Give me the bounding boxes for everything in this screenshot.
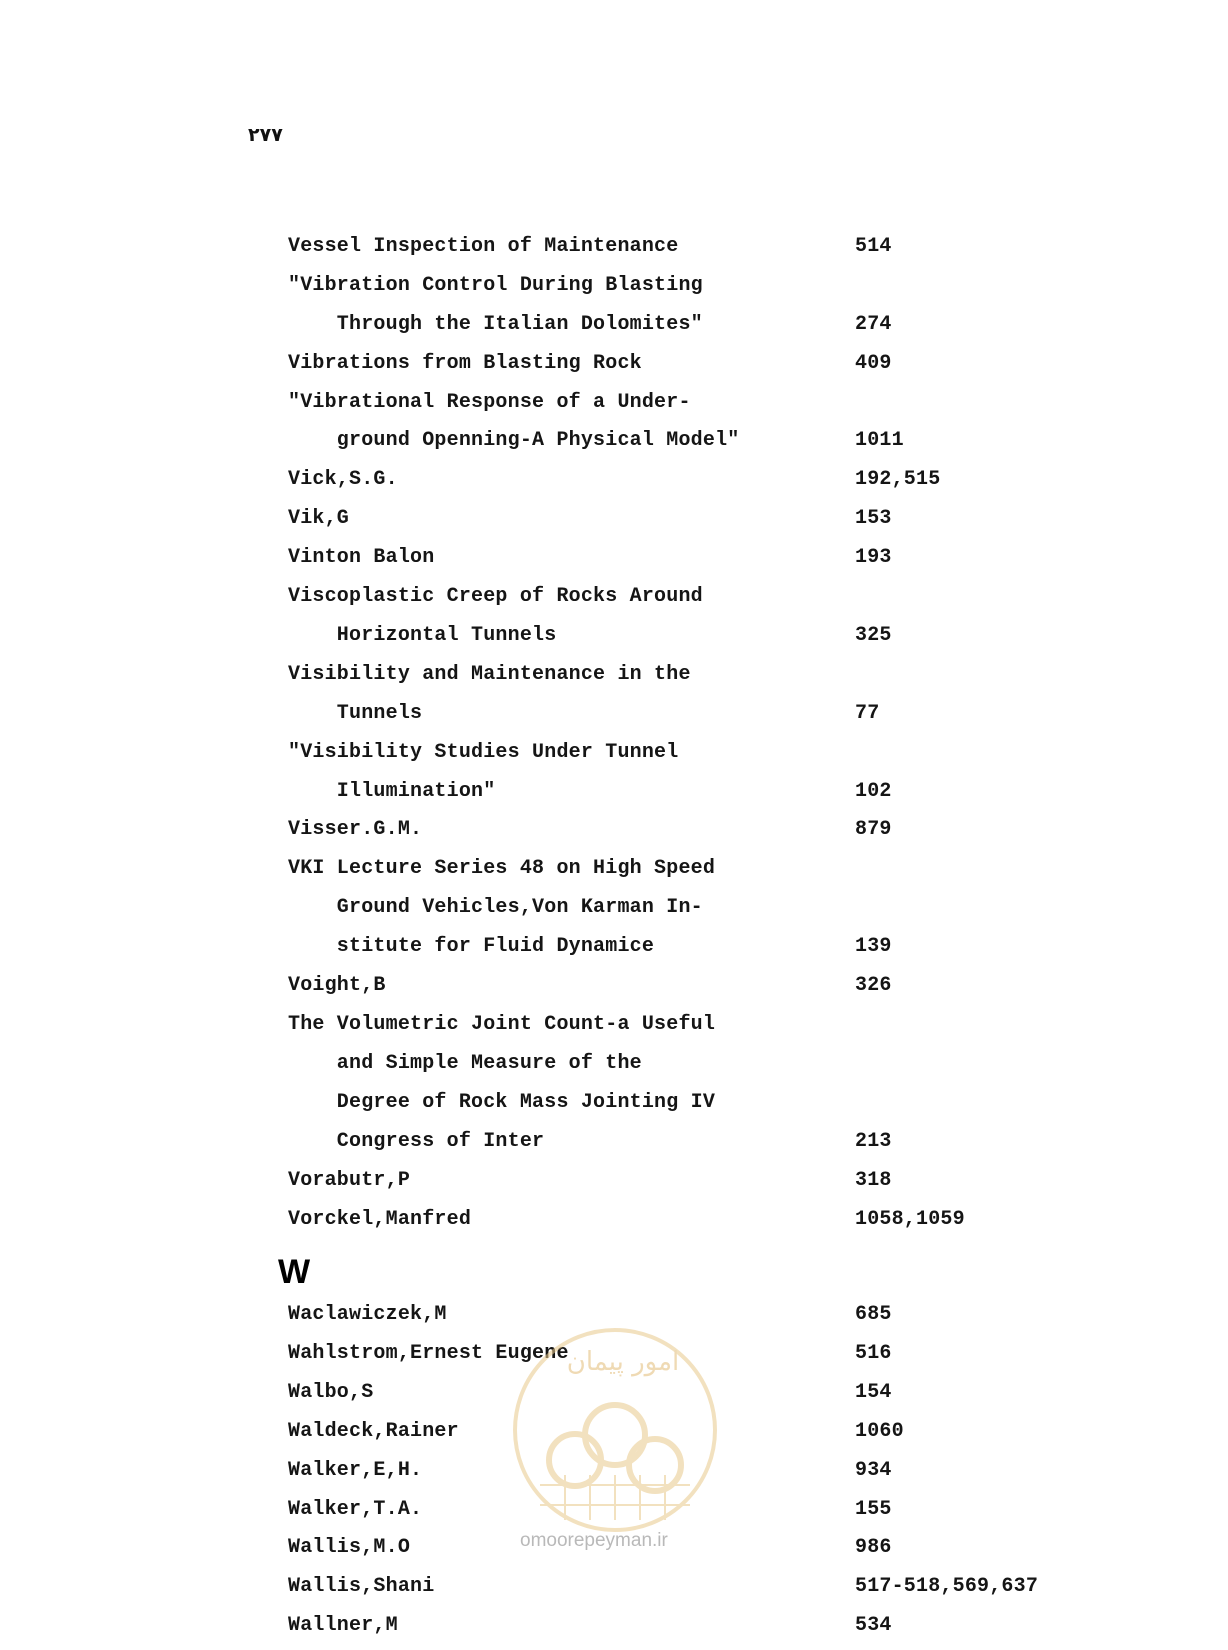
index-entry-text: Degree of Rock Mass Jointing IV bbox=[288, 1091, 716, 1114]
page-number: ۲۷۷ bbox=[248, 124, 283, 146]
index-entry-pages: 192,515 bbox=[855, 468, 941, 491]
index-entry-pages: 274 bbox=[855, 313, 892, 336]
index-entry-text: Through the Italian Dolomites" bbox=[288, 313, 703, 336]
index-entry-text: Walbo,S bbox=[288, 1381, 374, 1404]
index-entry-pages: 516 bbox=[855, 1342, 892, 1365]
index-entry-text: Vick,S.G. bbox=[288, 468, 398, 491]
index-entry-pages: 409 bbox=[855, 352, 892, 375]
watermark-logo-text: امور پیمان bbox=[566, 1347, 680, 1377]
index-entry-text: Visser.G.M. bbox=[288, 818, 423, 841]
index-entry-pages: 193 bbox=[855, 546, 892, 569]
section-letter-heading: W bbox=[278, 1253, 311, 1291]
index-entry-pages: 102 bbox=[855, 780, 892, 803]
index-entry-text: Waldeck,Rainer bbox=[288, 1420, 459, 1443]
index-entry-text: Walker,E,H. bbox=[288, 1459, 423, 1482]
index-entry-pages: 879 bbox=[855, 818, 892, 841]
index-entry-text: The Volumetric Joint Count-a Useful bbox=[288, 1013, 716, 1036]
index-entry-pages: 325 bbox=[855, 624, 892, 647]
index-entry-text: and Simple Measure of the bbox=[288, 1052, 642, 1075]
index-entry-text: "Vibrational Response of a Under- bbox=[288, 391, 691, 414]
index-entry-text: Visibility and Maintenance in the bbox=[288, 663, 691, 686]
index-entry-pages: 1011 bbox=[855, 429, 904, 452]
index-entry-text: ground Openning-A Physical Model" bbox=[288, 429, 740, 452]
index-entry-text: Vessel Inspection of Maintenance bbox=[288, 235, 679, 258]
index-entry-text: Viscoplastic Creep of Rocks Around bbox=[288, 585, 703, 608]
index-entry-text: Wahlstrom,Ernest Eugene bbox=[288, 1342, 569, 1365]
index-entry-pages: 77 bbox=[855, 702, 880, 725]
index-entry-text: Tunnels bbox=[288, 702, 423, 725]
index-entry-pages: 1060 bbox=[855, 1420, 904, 1443]
index-entry-text: Congress of Inter bbox=[288, 1130, 545, 1153]
index-entry-pages: 213 bbox=[855, 1130, 892, 1153]
index-entry-pages: 534 bbox=[855, 1614, 892, 1637]
index-entry-text: stitute for Fluid Dynamice bbox=[288, 935, 655, 958]
index-entry-text: Vorckel,Manfred bbox=[288, 1208, 472, 1231]
index-entry-text: Wallis,Shani bbox=[288, 1575, 435, 1598]
index-entry-text: Vik,G bbox=[288, 507, 350, 530]
index-entry-text: Waclawiczek,M bbox=[288, 1303, 447, 1326]
index-entry-text: Ground Vehicles,Von Karman In- bbox=[288, 896, 703, 919]
index-entry-text: VKI Lecture Series 48 on High Speed bbox=[288, 857, 716, 880]
index-entry-text: Illumination" bbox=[288, 780, 496, 803]
index-entry-text: Voight,B bbox=[288, 974, 386, 997]
index-entry-text: Vinton Balon bbox=[288, 546, 435, 569]
index-entry-text: Wallner,M bbox=[288, 1614, 398, 1637]
index-entry-pages: 1058,1059 bbox=[855, 1208, 965, 1231]
index-entry-text: "Visibility Studies Under Tunnel bbox=[288, 741, 679, 764]
index-entry-pages: 685 bbox=[855, 1303, 892, 1326]
index-entry-text: Horizontal Tunnels bbox=[288, 624, 557, 647]
index-entry-text: Walker,T.A. bbox=[288, 1498, 423, 1521]
index-entry-pages: 318 bbox=[855, 1169, 892, 1192]
index-entry-text: Wallis,M.O bbox=[288, 1536, 411, 1559]
index-entry-pages: 155 bbox=[855, 1498, 892, 1521]
index-entry-pages: 153 bbox=[855, 507, 892, 530]
index-entry-pages: 514 bbox=[855, 235, 892, 258]
watermark-site: omoorepeyman.ir bbox=[520, 1530, 668, 1551]
index-entry-text: Vorabutr,P bbox=[288, 1169, 411, 1192]
index-entry-pages: 154 bbox=[855, 1381, 892, 1404]
index-entry-text: "Vibration Control During Blasting bbox=[288, 274, 703, 297]
index-entry-pages: 986 bbox=[855, 1536, 892, 1559]
index-entry-text: Vibrations from Blasting Rock bbox=[288, 352, 642, 375]
index-entry-pages: 326 bbox=[855, 974, 892, 997]
index-entry-pages: 139 bbox=[855, 935, 892, 958]
index-entry-pages: 934 bbox=[855, 1459, 892, 1482]
index-entry-pages: 517-518,569,637 bbox=[855, 1575, 1039, 1598]
